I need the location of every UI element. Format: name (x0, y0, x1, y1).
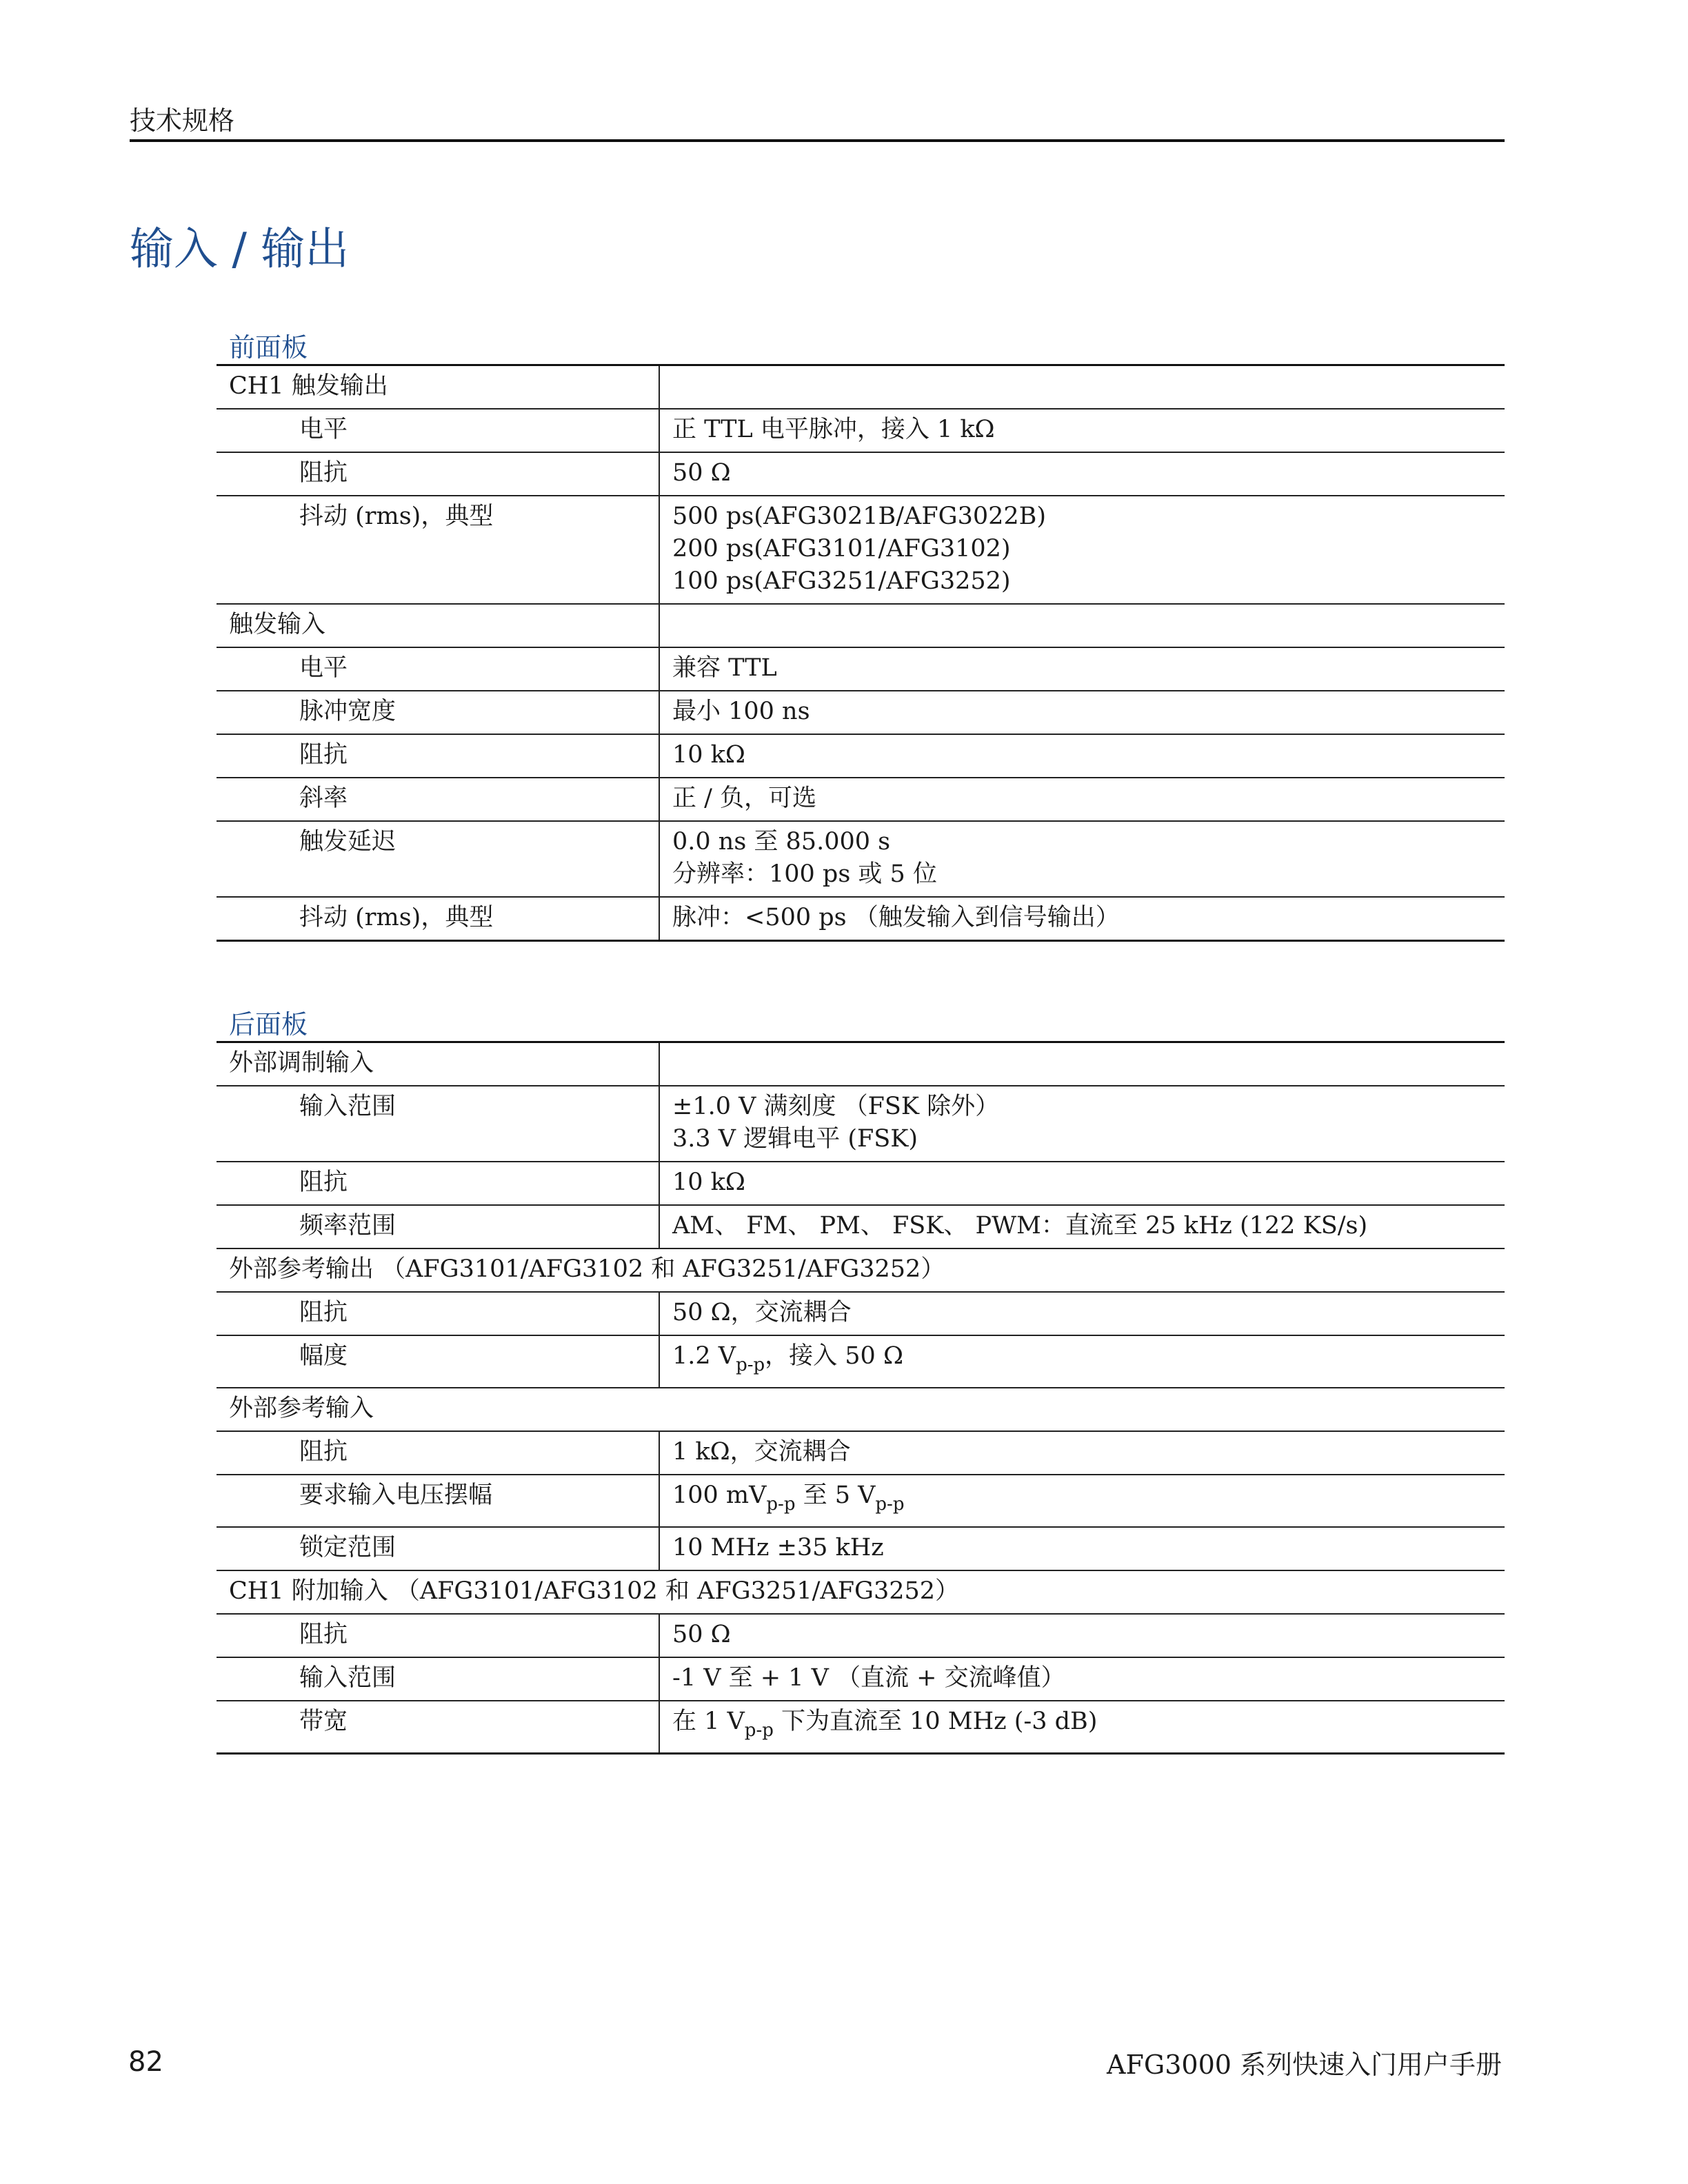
table-row (217, 1162, 1505, 1205)
param-label: 阻抗 (217, 1162, 659, 1205)
table-row (217, 691, 1505, 734)
param-label: 输入范围 (217, 1657, 659, 1701)
param-label: 抖动 (rms)，典型 (217, 496, 659, 604)
param-label: 锁定范围 (217, 1527, 659, 1570)
table-row (217, 647, 1505, 691)
group-label: 触发输入 (217, 604, 659, 647)
param-value: 10 MHz ±35 kHz (659, 1527, 1505, 1570)
param-value: 最小 100 ns (659, 691, 1505, 734)
table-row (217, 1614, 1505, 1657)
group-label: 外部调制输入 (217, 1042, 659, 1086)
table-row (217, 496, 1505, 604)
table-row (217, 409, 1505, 452)
param-value: 50 Ω，交流耦合 (659, 1292, 1505, 1335)
param-value: 10 kΩ (659, 734, 1505, 778)
running-header: 技术规格 (130, 103, 1505, 142)
param-label: 电平 (217, 647, 659, 691)
table-row (217, 1475, 1505, 1527)
param-label: 电平 (217, 409, 659, 452)
table-row (217, 778, 1505, 821)
table-row (217, 1388, 1505, 1431)
table-row (217, 897, 1505, 941)
table-row (217, 734, 1505, 778)
table-row (217, 1657, 1505, 1701)
table-row (217, 1042, 1505, 1086)
param-value: AM、 FM、 PM、 FSK、 PWM：直流至 25 kHz (122 KS/s) (659, 1205, 1505, 1248)
param-label: 阻抗 (217, 1292, 659, 1335)
param-label: 频率范围 (217, 1205, 659, 1248)
table-row (217, 1570, 1505, 1614)
param-value: 500 ps(AFG3021B/AFG3022B) 200 ps(AFG3101/AFG3102) 100 ps(AFG3251/AFG3252) (659, 496, 1505, 604)
table-row (217, 1248, 1505, 1292)
param-value: 50 Ω (659, 1614, 1505, 1657)
param-value: 50 Ω (659, 452, 1505, 496)
table-row (217, 1292, 1505, 1335)
param-value: -1 V 至 + 1 V （直流 + 交流峰值） (659, 1657, 1505, 1701)
param-value: 1 kΩ，交流耦合 (659, 1431, 1505, 1475)
table-row (217, 604, 1505, 647)
param-label: 带宽 (217, 1701, 659, 1754)
table-row (217, 1701, 1505, 1754)
table-row (217, 1205, 1505, 1248)
param-label: 输入范围 (217, 1086, 659, 1162)
param-value: 10 kΩ (659, 1162, 1505, 1205)
param-label: 阻抗 (217, 734, 659, 778)
table-row (217, 1431, 1505, 1475)
table-row (217, 1335, 1505, 1388)
param-value: 兼容 TTL (659, 647, 1505, 691)
param-value: 正 TTL 电平脉冲，接入 1 kΩ (659, 409, 1505, 452)
table-row (217, 821, 1505, 897)
front-panel-title: 前面板 (229, 332, 308, 363)
param-label: 脉冲宽度 (217, 691, 659, 734)
manual-title: AFG3000 系列快速入门用户手册 (1107, 2050, 1502, 2080)
table-row (217, 452, 1505, 496)
group-label: CH1 触发输出 (217, 365, 659, 410)
page-number: 82 (128, 2046, 163, 2078)
rear-panel-title: 后面板 (229, 1009, 308, 1040)
page-title: 输入 / 输出 (130, 224, 350, 275)
param-value: 0.0 ns 至 85.000 s 分辨率：100 ps 或 5 位 (659, 821, 1505, 897)
table-row (217, 1527, 1505, 1570)
rear-panel-table (217, 1041, 1505, 1755)
param-value: 正 / 负，可选 (659, 778, 1505, 821)
rear-panel-section (217, 1008, 1505, 1755)
group-label: 外部参考输入 (217, 1388, 1505, 1431)
param-label: 抖动 (rms)，典型 (217, 897, 659, 941)
param-value: 脉冲：<500 ps （触发输入到信号输出） (659, 897, 1505, 941)
param-label: 阻抗 (217, 452, 659, 496)
param-value: 100 $mV_{p-p}$ 至 5 $V_{p-p}$ (659, 1475, 1505, 1527)
param-label: 触发延迟 (217, 821, 659, 897)
table-row (217, 365, 1505, 410)
param-value: 在 1 $V_{p-p}$ 下为直流至 10 MHz (-3 dB) (659, 1701, 1505, 1754)
param-label: 阻抗 (217, 1614, 659, 1657)
group-label: CH1 附加输入 （AFG3101/AFG3102 和 AFG3251/AFG3252） (217, 1570, 1505, 1614)
param-label: 要求输入电压摆幅 (217, 1475, 659, 1527)
param-label: 阻抗 (217, 1431, 659, 1475)
param-value: 1.2 $V_{p-p}$，接入 50 Ω (659, 1335, 1505, 1388)
param-value: ±1.0 V 满刻度 （FSK 除外） 3.3 V 逻辑电平 (FSK) (659, 1086, 1505, 1162)
param-label: 幅度 (217, 1335, 659, 1388)
table-row (217, 1086, 1505, 1162)
front-panel-table (217, 364, 1505, 942)
front-panel-section (217, 331, 1505, 942)
group-label: 外部参考输出 （AFG3101/AFG3102 和 AFG3251/AFG3252） (217, 1248, 1505, 1292)
param-label: 斜率 (217, 778, 659, 821)
